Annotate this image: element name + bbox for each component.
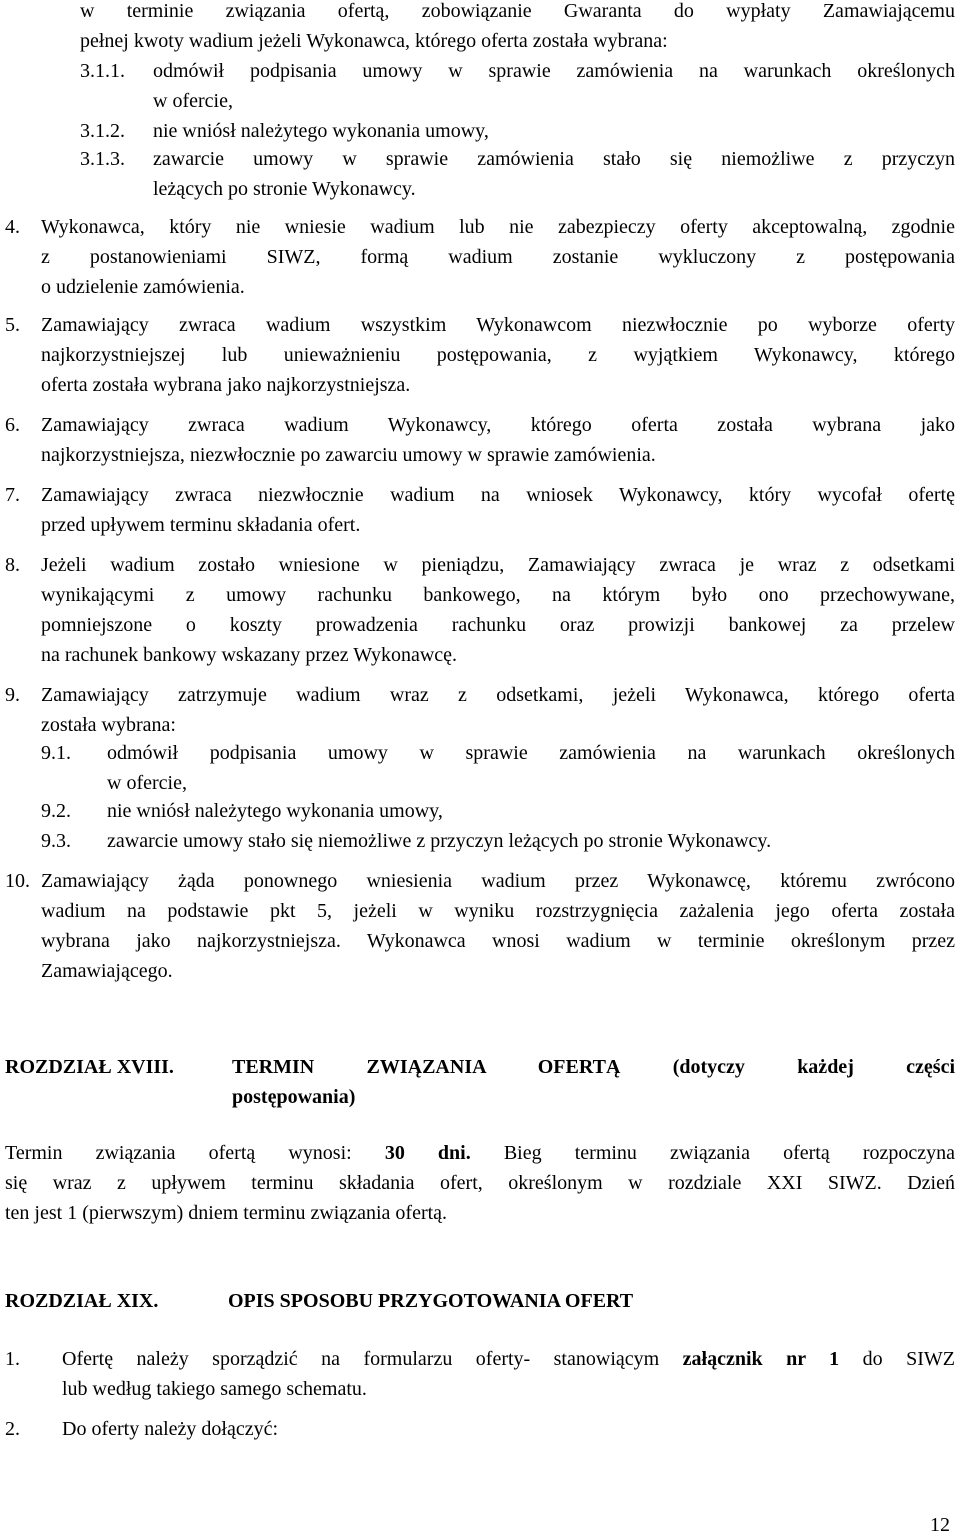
chapter-18-title-line-2: postępowania): [232, 1086, 356, 1108]
item-number: 6.: [5, 414, 20, 436]
chapter-18-paragraph-line-1: [5, 1138, 955, 1168]
item-number: 10.: [5, 870, 30, 892]
item-number: 2.: [5, 1418, 20, 1440]
item-8: [5, 550, 955, 670]
subitem-number: 3.1.2.: [80, 120, 125, 142]
item-line: Zamawiający zwraca wadium Wykonawcy, którego oferta została wybrana jako: [41, 414, 955, 436]
item-10: [5, 866, 955, 986]
intro-line-2: pełnej kwoty wadium jeżeli Wykonawca, którego oferta została wybrana:: [80, 30, 668, 52]
item-number: 9.: [5, 684, 20, 706]
item-number: 4.: [5, 216, 20, 238]
item-line: najkorzystniejsza, niezwłocznie po zawarciu umowy w sprawie zamówienia.: [41, 444, 656, 466]
item-line: najkorzystniejszej lub unieważnieniu postępowania, z wyjątkiem Wykonawcy, którego: [41, 344, 955, 366]
item-line: [62, 1344, 955, 1374]
item-text-a: Ofertę należy sporządzić na formularzu oferty- stanowiącym: [62, 1348, 683, 1370]
item-line: Do oferty należy dołączyć:: [62, 1418, 279, 1440]
item-7: [5, 480, 955, 540]
chapter-18-label: ROZDZIAŁ XVIII.: [5, 1056, 174, 1078]
item-line: lub według takiego samego schematu.: [62, 1378, 367, 1400]
item-line: pomniejszone o koszty prowadzenia rachunku oraz prowizji bankowej za przelew: [41, 614, 955, 636]
subitem-3-1-1: [80, 56, 955, 116]
chapter-19-label: ROZDZIAŁ XIX.: [5, 1290, 159, 1312]
subitem-3-1-3: [80, 144, 955, 204]
subitem-number: 3.1.3.: [80, 148, 125, 170]
subitem-number: 9.3.: [41, 830, 71, 852]
subitem-line: zawarcie umowy stało się niemożliwe z przyczyn leżących po stronie Wykonawcy.: [107, 830, 772, 852]
subitem-line: odmówił podpisania umowy w sprawie zamówienia na warunkach określonych: [107, 742, 955, 764]
item-4: [5, 212, 955, 302]
item-line: Zamawiający zwraca wadium wszystkim Wykonawcom niezwłocznie po wyborze oferty: [41, 314, 955, 336]
subitem-line: leżących po stronie Wykonawcy.: [153, 178, 416, 200]
item-number: 5.: [5, 314, 20, 336]
item-line: Jeżeli wadium zostało wniesione w pieniądzu, Zamawiający zwraca je wraz z odsetkami: [41, 554, 955, 576]
term-days: 30 dni.: [384, 1142, 471, 1164]
subitem-9-3: [41, 826, 955, 856]
subitem-line: nie wniósł należytego wykonania umowy,: [153, 120, 489, 142]
subitem-number: 3.1.1.: [80, 60, 125, 82]
subitem-line: nie wniósł należytego wykonania umowy,: [107, 800, 443, 822]
item-6: [5, 410, 955, 470]
item-line: Zamawiający zwraca niezwłocznie wadium na wniosek Wykonawcy, który wycofał ofertę: [41, 484, 955, 506]
subitem-9-1: [41, 738, 955, 798]
item-line: wynikającymi z umowy rachunku bankowego, na którym było ono przechowywane,: [41, 584, 955, 606]
item-line: Wykonawca, który nie wniesie wadium lub nie zabezpieczy oferty akceptowalną, zgodnie: [41, 216, 955, 238]
item-line: o udzielenie zamówienia.: [41, 276, 245, 298]
item-line: z postanowieniami SIWZ, formą wadium zostanie wykluczony z postępowania: [41, 246, 955, 268]
item-line: przed upływem terminu składania ofert.: [41, 514, 361, 536]
chapter-19-title: OPIS SPOSOBU PRZYGOTOWANIA OFERT: [228, 1290, 634, 1312]
subitem-9-2: [41, 796, 955, 826]
chapter-18-paragraph-line-3: ten jest 1 (pierwszym) dniem terminu związania ofertą.: [5, 1202, 448, 1224]
item-line: na rachunek bankowy wskazany przez Wykonawcę.: [41, 644, 458, 666]
chapter-18-paragraph-line-2: się wraz z upływem terminu składania ofert, określonym w rozdziale XXI SIWZ. Dzień: [5, 1172, 955, 1194]
page-number: 12: [930, 1514, 950, 1536]
item-number: 1.: [5, 1348, 20, 1370]
item-line: wadium na podstawie pkt 5, jeżeli w wyniku rozstrzygnięcia zażalenia jego oferta została: [41, 900, 955, 922]
subitem-line: w ofercie,: [107, 772, 187, 794]
subitem-line: odmówił podpisania umowy w sprawie zamówienia na warunkach określonych: [153, 60, 955, 82]
attachment-ref: załącznik nr 1: [682, 1348, 840, 1370]
item-line: oferta została wybrana jako najkorzystniejsza.: [41, 374, 411, 396]
subitem-number: 9.1.: [41, 742, 71, 764]
chapter-18-title-line-1: TERMIN ZWIĄZANIA OFERTĄ (dotyczy każdej części: [232, 1056, 955, 1078]
intro-line-1: w terminie związania ofertą, zobowiązanie Gwaranta do wypłaty Zamawiającemu: [80, 0, 955, 22]
item-number: 8.: [5, 554, 20, 576]
item-line: Zamawiającego.: [41, 960, 173, 982]
term-text-a: Termin związania ofertą wynosi:: [5, 1142, 385, 1164]
subitem-number: 9.2.: [41, 800, 71, 822]
subitem-line: zawarcie umowy w sprawie zamówienia stało się niemożliwe z przyczyn: [153, 148, 955, 170]
item-number: 7.: [5, 484, 20, 506]
chapter-19-item-1: [5, 1344, 955, 1404]
term-text-b: Bieg terminu związania ofertą rozpoczyna: [470, 1142, 955, 1164]
item-9: [5, 680, 955, 740]
item-5: [5, 310, 955, 400]
chapter-18-title: [232, 1052, 955, 1112]
item-line: Zamawiający żąda ponownego wniesienia wadium przez Wykonawcę, któremu zwrócono: [41, 870, 955, 892]
item-text-b: do SIWZ: [839, 1348, 955, 1370]
subitem-line: w ofercie,: [153, 90, 233, 112]
item-line: wybrana jako najkorzystniejsza. Wykonawca wnosi wadium w terminie określonym przez: [41, 930, 955, 952]
chapter-19-item-2: [5, 1414, 955, 1444]
subitem-3-1-2: [80, 116, 955, 146]
item-line: została wybrana:: [41, 714, 176, 736]
item-line: Zamawiający zatrzymuje wadium wraz z odsetkami, jeżeli Wykonawca, którego oferta: [41, 684, 955, 706]
chapter-18-paragraph: [5, 1138, 955, 1228]
